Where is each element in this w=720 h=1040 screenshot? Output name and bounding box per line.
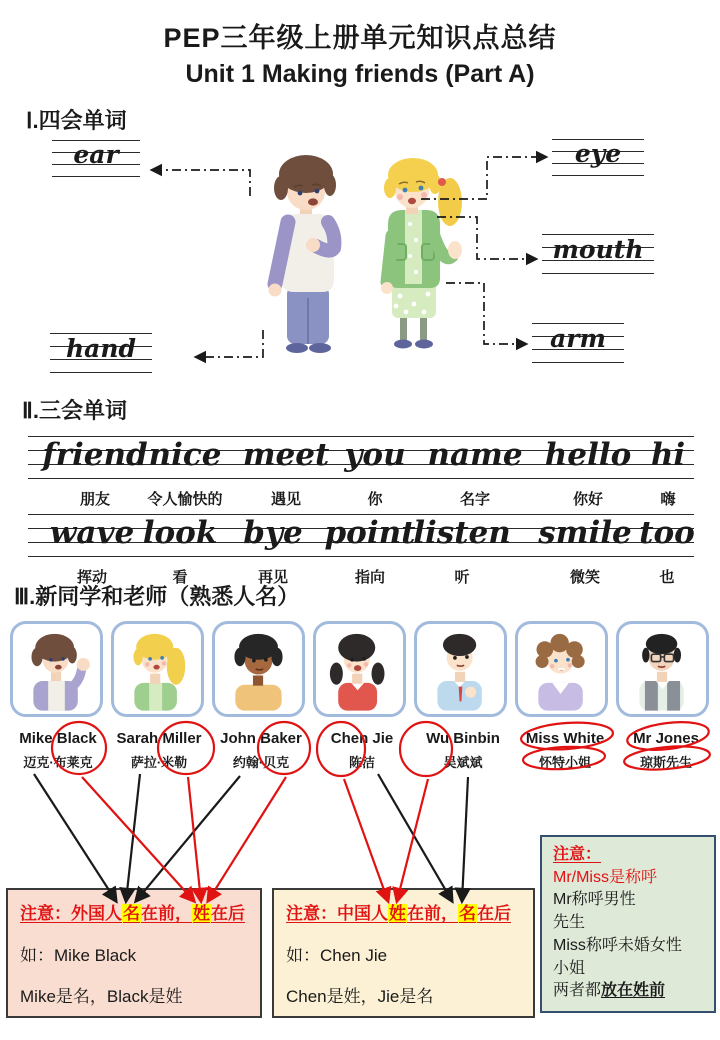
arrow-baker-to-xing bbox=[208, 777, 286, 901]
name-sarah-miller-zh: 萨拉·米勒 bbox=[130, 755, 188, 770]
arrow-jie-to-ming bbox=[378, 774, 452, 901]
arrow-mike-to-ming bbox=[34, 774, 116, 901]
ear-label: ear bbox=[73, 140, 119, 169]
word-too-zh: 也 bbox=[659, 569, 675, 586]
word-look-zh: 看 bbox=[172, 569, 188, 586]
mouth-writing-lines bbox=[542, 234, 654, 273]
hand-label: hand bbox=[65, 334, 137, 363]
word-listen: listen bbox=[413, 515, 511, 551]
card-mr-jones bbox=[616, 621, 709, 717]
name-john-baker-zh: 约翰·贝克 bbox=[232, 755, 290, 770]
ear-writing-lines bbox=[52, 140, 140, 178]
word-listen-zh: 听 bbox=[454, 569, 470, 586]
name-mr-jones-zh: 琼斯先生 bbox=[639, 755, 692, 770]
arrow-john-to-ming bbox=[136, 776, 240, 901]
word-you-zh: 你 bbox=[367, 491, 383, 508]
boy-and-girl-image bbox=[228, 148, 498, 390]
hand-writing-lines bbox=[50, 333, 152, 372]
note-titles-line3: 先生 bbox=[553, 914, 586, 932]
card-chen-jie bbox=[313, 621, 406, 717]
name-mike-black: Mike Black bbox=[19, 730, 97, 747]
note-titles-line2: Mr称呼男性 bbox=[553, 891, 636, 909]
arm-label: arm bbox=[550, 324, 606, 353]
word-bye-zh: 再见 bbox=[257, 569, 289, 586]
word-meet-zh: 遇见 bbox=[270, 491, 302, 508]
card-mike-black bbox=[10, 621, 103, 717]
name-miss-white: Miss White bbox=[525, 730, 605, 747]
word-smile: smile bbox=[538, 515, 632, 551]
note-titles-line1: Mr/Miss是称呼 bbox=[553, 868, 657, 886]
word-hello: hello bbox=[544, 437, 632, 473]
note-foreign-names bbox=[6, 888, 262, 1018]
arrow-miller-to-xing bbox=[188, 777, 201, 901]
arrow-black-to-xing bbox=[82, 777, 194, 901]
name-mike-black-zh: 迈克·布莱克 bbox=[23, 755, 93, 770]
note-foreign-explain: Mike是名，Black是姓 bbox=[20, 987, 183, 1006]
name-john-baker: John Baker bbox=[220, 730, 302, 747]
arrow-chen-to-xing bbox=[344, 779, 388, 901]
word-row-1 bbox=[28, 436, 694, 516]
note-titles-heading: 注意： bbox=[553, 846, 602, 863]
note-chinese-explain: Chen是姓，Jie是名 bbox=[286, 987, 434, 1006]
word-hi: hi bbox=[650, 437, 686, 473]
kids-illustration bbox=[228, 148, 498, 390]
miss-white-avatar bbox=[518, 624, 605, 714]
mike-black-avatar bbox=[13, 624, 100, 714]
card-wu-binbin bbox=[414, 621, 507, 717]
note-titles-line5: 小姐 bbox=[553, 959, 586, 977]
note-titles bbox=[540, 835, 716, 1013]
eye-writing-lines bbox=[552, 139, 644, 177]
word-you: you bbox=[344, 437, 406, 473]
note-foreign-example: 如：Mike Black bbox=[20, 945, 137, 965]
john-baker-avatar bbox=[215, 624, 302, 714]
word-wave-zh: 挥动 bbox=[76, 569, 108, 586]
card-john-baker bbox=[212, 621, 305, 717]
boy-figure bbox=[269, 155, 337, 353]
chen-jie-avatar bbox=[316, 624, 403, 714]
name-wu-binbin: Wu Binbin bbox=[426, 730, 500, 747]
card-miss-white bbox=[515, 621, 608, 717]
mouth-label: mouth bbox=[552, 235, 644, 264]
sarah-miller-avatar bbox=[114, 624, 201, 714]
mr-jones-avatar bbox=[619, 624, 706, 714]
note-chinese-names bbox=[272, 888, 535, 1018]
card-sarah-miller bbox=[111, 621, 204, 717]
section2-heading: Ⅱ.三会单词 bbox=[22, 398, 127, 423]
name-mr-jones: Mr Jones bbox=[633, 730, 699, 747]
note-foreign-rule: 注意：外国人名在前，姓在后 bbox=[20, 904, 245, 923]
word-point-zh: 指向 bbox=[354, 569, 386, 586]
arrow-binbin-to-ming bbox=[462, 777, 468, 901]
arm-writing-lines bbox=[532, 323, 624, 362]
word-hi-zh: 嗨 bbox=[660, 491, 676, 508]
girl-figure bbox=[381, 158, 462, 349]
name-wu-binbin-zh: 吴斌斌 bbox=[443, 755, 483, 770]
word-point: point bbox=[324, 515, 416, 551]
word-nice-zh: 令人愉快的 bbox=[147, 491, 223, 508]
arrow-wu-to-xing bbox=[397, 779, 428, 901]
word-hello-zh: 你好 bbox=[572, 491, 604, 508]
word-wave: wave bbox=[49, 515, 135, 551]
word-bye: bye bbox=[243, 515, 303, 551]
word-friend-zh: 朋友 bbox=[79, 491, 111, 508]
eye-label: eye bbox=[574, 139, 622, 168]
word-name-zh: 名字 bbox=[459, 491, 491, 508]
word-look: look bbox=[142, 515, 218, 551]
page-title: PEP三年级上册单元知识点总结 bbox=[163, 23, 557, 53]
page-subtitle: Unit 1 Making friends (Part A) bbox=[185, 60, 535, 88]
note-titles-line6: 两者都放在姓前 bbox=[553, 982, 666, 1000]
word-friend: friend bbox=[42, 437, 148, 473]
note-chinese-rule: 注意：中国人姓在前，名在后 bbox=[286, 904, 511, 923]
wu-binbin-avatar bbox=[417, 624, 504, 714]
note-titles-line4: Miss称呼未婚女性 bbox=[553, 936, 682, 954]
name-chen-jie: Chen Jie bbox=[330, 730, 394, 747]
word-smile-zh: 微笑 bbox=[569, 569, 601, 586]
word-name: name bbox=[427, 437, 523, 473]
name-chen-jie-zh: 陈洁 bbox=[348, 755, 375, 770]
section3-heading: Ⅲ.新同学和老师（熟悉人名） bbox=[14, 584, 300, 609]
word-nice: nice bbox=[148, 437, 222, 473]
note-chinese-example: 如：Chen Jie bbox=[286, 945, 388, 965]
word-meet: meet bbox=[242, 437, 330, 473]
word-too: too bbox=[639, 515, 695, 551]
arrow-sarah-to-ming bbox=[126, 774, 140, 901]
name-miss-white-zh: 怀特小姐 bbox=[538, 755, 591, 770]
name-sarah-miller: Sarah Miller bbox=[116, 730, 202, 747]
section1-heading: Ⅰ.四会单词 bbox=[26, 108, 127, 133]
